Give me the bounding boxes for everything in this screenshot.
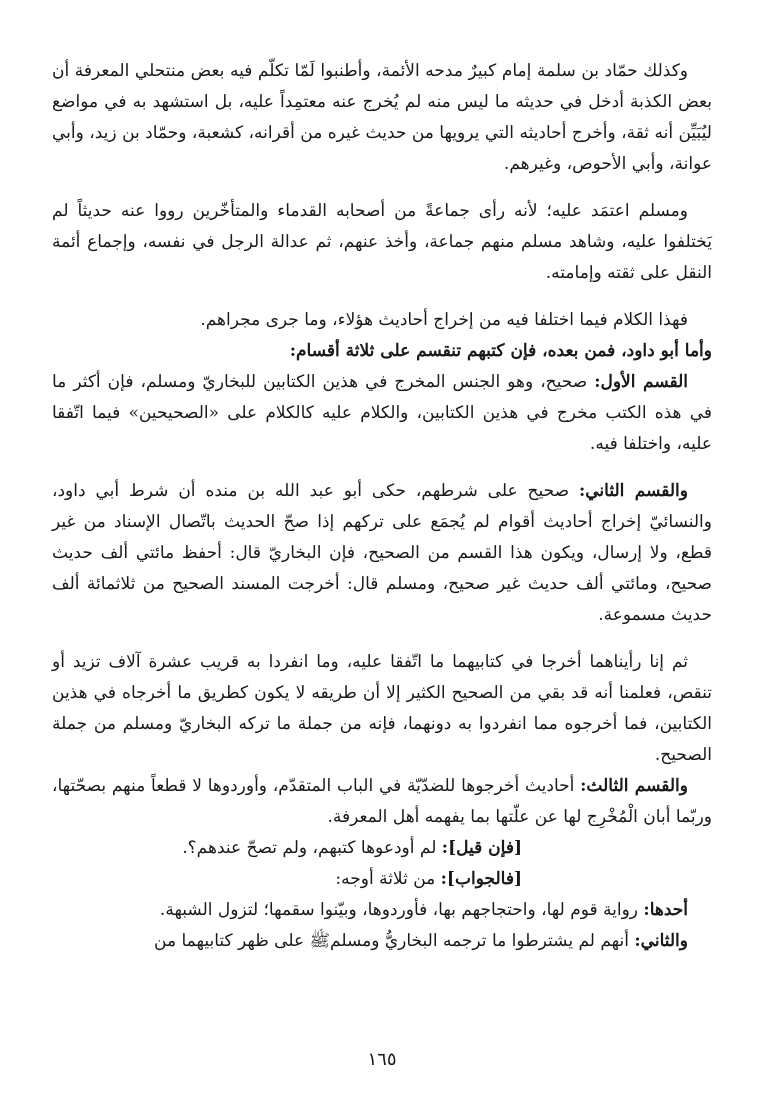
first-section-label: القسم الأول: [594, 372, 688, 392]
first-section-text: صحيح، وهو الجنس المخرج في هذين الكتابين للبخاريّ ومسلم، فإن أكثر ما في هذه الكتب مخرج في هذين الكتابين، والكلام عليه كالكلام على «الصحيحين» فيما اتّفقا عليه، واختلفا فيه. [52, 372, 712, 454]
paragraph-second-section [52, 476, 712, 631]
paragraph-question [52, 833, 712, 864]
first-reason-label: أحدها: [643, 900, 688, 920]
answer-label: [فالجواب]: [440, 869, 522, 889]
paragraph-hammad: وكذلك حمّاد بن سلمة إمام كبيرٌ مدحه الأئمة، وأطنبوا لَمّا تكلّم فيه بعض منتحلي المعرفة أن بعض الكذبة أدخل في حديثه ما ليس منه لم يُخرج عنه معتمِداً عليه، بل استشهد به في مواضع ليُبَيِّن أنه ثقة، وأخرج أحاديثه التي يرويها من حديث غيره من أقرانه، كشعبة، وحمّاد بن زيد، وأبي عوانة، وأبي الأحوص، وغيرهم. [52, 61, 712, 174]
answer-text: من ثلاثة أوجه: [335, 869, 441, 889]
question-label: [فإن قيل]: [441, 838, 522, 858]
paragraph-abu-dawud-heading [52, 336, 712, 367]
third-section-label: والقسم الثالث: [580, 776, 688, 796]
paragraph-first-section [52, 367, 712, 460]
paragraph-muslim-reliance: ومسلم اعتمَد عليه؛ لأنه رأى جماعةً من أصحابه القدماء والمتأخّرين رووا عنه حديثاً لم يَختلفوا عليه، وشاهد مسلم منهم جماعة، وأخذ عنهم، ثم عدالة الرجل في نفسه، وإجماع أئمة النقل على ثقته وإمامته. [52, 201, 712, 283]
first-reason-text: رواية قوم لها، واحتجاجهم بها، فأوردوها، وبيّنوا سقمها؛ لتزول الشبهة. [159, 900, 644, 920]
second-reason-label: والثاني: [634, 931, 688, 951]
second-reason-text: أنهم لم يشترطوا ما ترجمه البخاريُّ ومسلمﷺ على ظهر كتابيهما من [154, 931, 635, 951]
question-text: لم أودعوها كتبهم، ولم تصحّ عندهم؟. [182, 838, 442, 858]
paragraph-first-reason [52, 895, 712, 926]
paragraph-answer [52, 864, 712, 895]
third-section-text: أحاديث أخرجوها للضدّيّة في الباب المتقدّم، وأوردوها لا قطعاً منهم بصحّتها، وربّما أبان الْمُخْرِج لها عن علّتها بما يفهمه أهل المعرفة. [52, 776, 712, 827]
paragraph-ten-thousand: ثم إنا رأيناهما أخرجا في كتابيهما ما اتّفقا عليه، وما انفردا به قريب عشرة آلاف تزيد أو تنقص، فعلمنا أنه قد بقي من الصحيح الكثير إلا أن طريقه لا يكون كطريق ما أخرجاه في هذين الكتابين، فما أخرجوه مما انفردوا به دونهما، فإنه من جملة ما تركه البخاريّ ومسلم من جملة الصحيح. [52, 652, 712, 765]
paragraph-second-reason [52, 926, 712, 957]
paragraph-third-section [52, 771, 712, 833]
paragraph-conclusion: فهذا الكلام فيما اختلفا فيه من إخراج أحاديث هؤلاء، وما جرى مجراهم. [200, 310, 688, 330]
page-number: ١٦٥ [367, 1049, 397, 1070]
second-section-label: والقسم الثاني: [578, 481, 688, 501]
section-heading: وأما أبو داود، فمن بعده، فإن كتبهم تنقسم على ثلاثة أقسام: [289, 341, 712, 361]
second-section-text: صحيح على شرطهم، حكى أبو عبد الله بن منده أن شرط أبي داود، والنسائيّ إخراج أحاديث أقوام لم يُجمَع على تركهم إذا صحّ الحديث باتّصال الإسناد من غير قطع، ولا إرسال، ويكون هذا القسم من الصحيح، فإن البخاريّ قال: أحفظ مائتي ألف حديث صحيح، ومائتي ألف حديث غير صحيح، ومسلم قال: أخرجت المسند الصحيح من ثلاثمائة ألف حديث مسموعة. [52, 481, 712, 625]
